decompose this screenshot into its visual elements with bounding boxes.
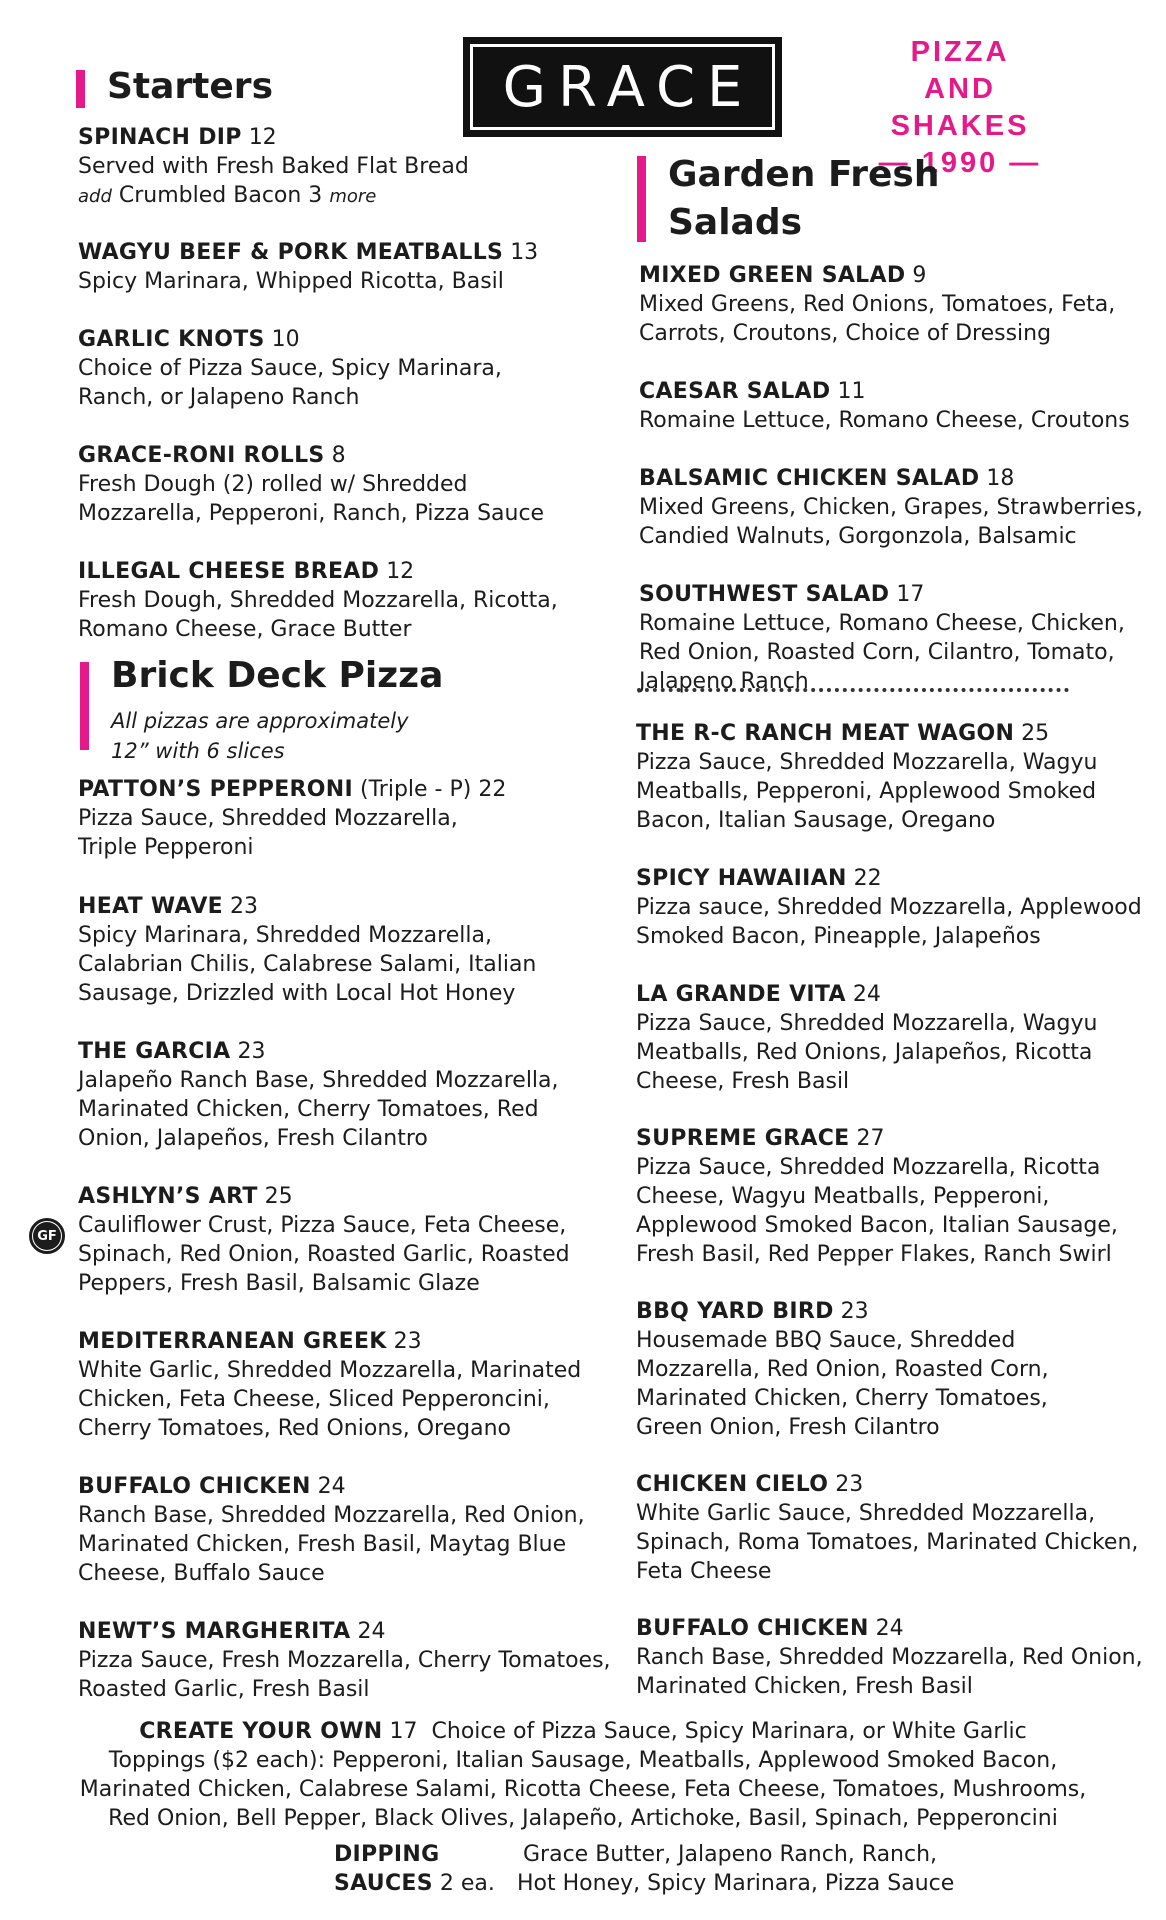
item-description: Cauliflower Crust, Pizza Sauce, Feta Cheese, Spinach, Red Onion, Roasted Garlic, Roasted Peppers, Fresh Basil, Balsamic Glaze [78,1213,570,1296]
accent-bar [80,662,89,750]
item-description: Ranch Base, Shredded Mozzarella, Red Onion, Marinated Chicken, Fresh Basil, Maytag Blue Cheese, Buffalo Sauce [78,1503,585,1586]
dipping-label-2: SAUCES [334,1871,433,1896]
item-name: BUFFALO CHICKEN [78,1474,311,1499]
pizza-item [636,980,1156,1096]
pizza-item [78,1472,618,1588]
item-description: Pizza Sauce, Fresh Mozzarella, Cherry Tomatoes, Roasted Garlic, Fresh Basil [78,1648,611,1702]
accent-bar [76,70,85,108]
item-description: Choice of Pizza Sauce, Spicy Marinara, Ranch, or Jalapeno Ranch [78,356,502,410]
salad-item [639,464,1159,551]
salads-title-line-2: Salads [668,202,803,243]
item-description: Mixed Greens, Red Onions, Tomatoes, Feta, Carrots, Croutons, Choice of Dressing [639,292,1116,346]
item-description: Mixed Greens, Chicken, Grapes, Strawberries, Candied Walnuts, Gorgonzola, Balsamic [639,495,1143,549]
item-description: Pizza sauce, Shredded Mozzarella, Applewood Smoked Bacon, Pineapple, Jalapeños [636,895,1142,949]
item-name: CHICKEN CIELO [636,1472,829,1497]
logo [463,37,782,137]
item-price: 22 [853,866,882,891]
item-price: 25 [1021,721,1050,746]
pizza-note-2: 12” with 6 slices [111,739,285,763]
item-name: BALSAMIC CHICKEN SALAD [639,466,980,491]
item-price: 12 [386,559,415,584]
item-name: THE GARCIA [78,1039,231,1064]
create-your-own [40,1717,1126,1833]
pizza-item [78,775,618,862]
starter-item [78,325,598,412]
item-price: 24 [875,1616,904,1641]
item-price: 12 [248,125,277,150]
item-price: 17 [896,582,925,607]
cyo-intro: Choice of Pizza Sauce, Spicy Marinara, or White Garlic [431,1719,1027,1744]
item-name: PATTON’S PEPPERONI [78,777,353,802]
addon-suffix: more [329,186,377,207]
pizza-item [78,1327,618,1443]
pizza-note-1: All pizzas are approximately [111,709,409,733]
item-description: Served with Fresh Baked Flat Bread [78,154,469,179]
pizza-heading-text [111,655,444,763]
item-description: White Garlic Sauce, Shredded Mozzarella, Spinach, Roma Tomatoes, Marinated Chicken, Feta Cheese [636,1501,1139,1584]
item-price: 11 [837,379,866,404]
item-name: CAESAR SALAD [639,379,831,404]
pizza-item [78,1182,618,1298]
item-name: HEAT WAVE [78,894,223,919]
item-price: 25 [264,1184,293,1209]
dipping-price: 2 ea. [439,1871,495,1896]
pizza-item [78,1617,638,1704]
salad-item [639,377,1159,435]
item-name: SOUTHWEST SALAD [639,582,890,607]
item-price: 24 [317,1474,346,1499]
item-name: MEDITERRANEAN GREEK [78,1329,387,1354]
addon-prefix: add [78,186,112,207]
item-description: Spicy Marinara, Shredded Mozzarella, Calabrian Chilis, Calabrese Salami, Italian Sausage, Drizzled with Local Hot Honey [78,923,537,1006]
cyo-price: 17 [389,1719,418,1744]
cyo-toppings-line-3: Red Onion, Bell Pepper, Black Olives, Jalapeño, Artichoke, Basil, Spinach, Pepperoncini [108,1806,1058,1831]
item-price: 24 [852,982,881,1007]
item-description: White Garlic, Shredded Mozzarella, Marinated Chicken, Feta Cheese, Sliced Pepperoncini, Cherry Tomatoes, Red Onions, Oregano [78,1358,582,1441]
item-name: BBQ YARD BIRD [636,1299,834,1324]
item-name: BUFFALO CHICKEN [636,1616,869,1641]
item-price: 23 [393,1329,422,1354]
pizza-item [636,1297,1156,1442]
item-price: 23 [835,1472,864,1497]
gluten-free-icon [29,1218,65,1254]
dipping-list [517,1840,1077,1898]
item-price: 27 [856,1126,885,1151]
dipping-label-1: DIPPING [334,1842,440,1867]
starter-item [78,441,598,528]
item-description: Pizza Sauce, Shredded Mozzarella, Wagyu Meatballs, Pepperoni, Applewood Smoked Bacon, Italian Sausage, Oregano [636,750,1098,833]
item-price: 23 [237,1039,266,1064]
item-name: SPINACH DIP [78,125,242,150]
cyo-toppings-line-2: Marinated Chicken, Calabrese Salami, Ricotta Cheese, Feta Cheese, Tomatoes, Mushrooms, [79,1777,1087,1802]
item-description: Fresh Dough, Shredded Mozzarella, Ricotta, Romano Cheese, Grace Butter [78,588,558,642]
starter-item [78,238,598,296]
item-description: Housemade BBQ Sauce, Shredded Mozzarella, Red Onion, Roasted Corn, Marinated Chicken, Cherry Tomatoes, Green Onion, Fresh Cilantro [636,1328,1049,1440]
item-name: THE R-C RANCH MEAT WAGON [636,721,1015,746]
tagline-line-2: AND SHAKES [890,73,1030,142]
dipping-label [334,1840,534,1898]
item-description: Pizza Sauce, Shredded Mozzarella, Ricotta Cheese, Wagyu Meatballs, Pepperoni, Applewood Smoked Bacon, Italian Sausage, Fresh Basil, Red Pepper Flakes, Ranch Swirl [636,1155,1118,1267]
item-price: 18 [986,466,1015,491]
item-price: 9 [912,263,927,288]
item-name: GRACE-RONI ROLLS [78,443,325,468]
pizza-heading [80,655,444,763]
gf-badge-label: GF [33,1222,61,1250]
item-name: ILLEGAL CHEESE BREAD [78,559,380,584]
item-description: Romaine Lettuce, Romano Cheese, Croutons [639,408,1130,433]
item-name: SPICY HAWAIIAN [636,866,847,891]
pizza-item [636,1470,1156,1586]
salads-title [668,151,939,242]
cyo-toppings-line-1: Toppings ($2 each): Pepperoni, Italian Sausage, Meatballs, Applewood Smoked Bacon, [108,1748,1058,1773]
cyo-name: CREATE YOUR OWN [139,1719,383,1744]
item-price: 22 [478,777,507,802]
logo-text: GRACE [470,44,775,130]
item-price: 10 [271,327,300,352]
item-name: NEWT’S MARGHERITA [78,1619,351,1644]
salads-title-line-1: Garden Fresh [668,154,940,195]
pizza-title: Brick Deck Pizza [111,655,444,696]
tagline-line-3: — 1990 — [878,147,1042,179]
salad-item [639,261,1159,348]
item-name: SUPREME GRACE [636,1126,850,1151]
item-name: LA GRANDE VITA [636,982,846,1007]
item-price: 13 [510,240,539,265]
item-description: Spicy Marinara, Whipped Ricotta, Basil [78,269,504,294]
starters-title: Starters [107,66,273,107]
pizza-item [78,1037,618,1153]
dotted-divider [637,688,1069,692]
starter-item [78,557,598,644]
dipping-line-1: Grace Butter, Jalapeno Ranch, Ranch, [523,1842,938,1867]
pizza-item [78,892,618,1008]
salads-heading [637,156,939,242]
tagline-line-1: PIZZA [910,36,1010,68]
item-name: ASHLYN’S ART [78,1184,258,1209]
item-description: Pizza Sauce, Shredded Mozzarella, Wagyu Meatballs, Red Onions, Jalapeños, Ricotta Cheese, Fresh Basil [636,1011,1098,1094]
item-price: 23 [230,894,258,919]
item-description: Fresh Dough (2) rolled w/ Shredded Mozzarella, Pepperoni, Ranch, Pizza Sauce [78,472,545,526]
item-description: Pizza Sauce, Shredded Mozzarella, Triple Pepperoni [78,806,458,860]
starter-item [78,123,598,211]
item-subtitle: (Triple - P) [360,777,472,802]
item-price: 24 [357,1619,386,1644]
item-price: 23 [840,1299,869,1324]
item-name: MIXED GREEN SALAD [639,263,906,288]
pizza-item [636,864,1156,951]
addon-text: Crumbled Bacon 3 [118,183,323,208]
pizza-item [636,719,1156,835]
pizza-item [636,1124,1156,1269]
dipping-line-2: Hot Honey, Spicy Marinara, Pizza Sauce [517,1871,955,1896]
item-name: WAGYU BEEF & PORK MEATBALLS [78,240,504,265]
item-description: Romaine Lettuce, Romano Cheese, Chicken, Red Onion, Roasted Corn, Cilantro, Tomato, Jalapeno Ranch [639,611,1125,694]
item-price: 8 [331,443,346,468]
item-name: GARLIC KNOTS [78,327,265,352]
salad-item [639,580,1159,696]
item-description: Ranch Base, Shredded Mozzarella, Red Onion, Marinated Chicken, Fresh Basil [636,1645,1143,1699]
pizza-item [636,1614,1156,1701]
accent-bar [637,156,646,242]
starters-heading [76,66,273,108]
item-description: Jalapeño Ranch Base, Shredded Mozzarella, Marinated Chicken, Cherry Tomatoes, Red Onion, Jalapeños, Fresh Cilantro [78,1068,559,1151]
